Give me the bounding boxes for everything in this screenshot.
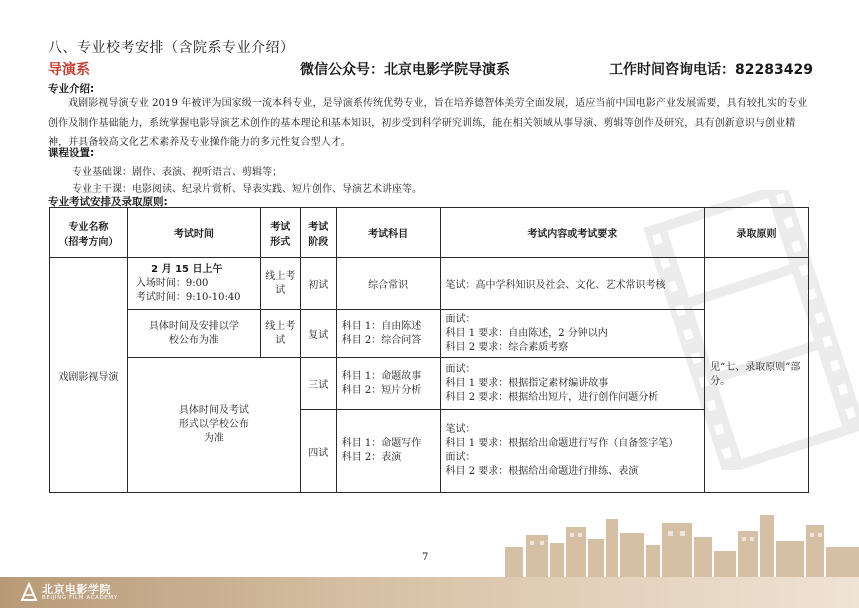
admission-cell: 见“七、录取原则”部分。 (705, 258, 809, 493)
intro-label: 专业介绍: (48, 83, 95, 95)
page-number: 7 (422, 552, 429, 563)
subject-cell: 科目 1：命题故事 科目 2：短片分析 (336, 358, 440, 410)
form-cell: 线上考试 (260, 258, 300, 310)
exam-date: 2 月 15 日上午 (151, 263, 223, 275)
stage-cell: 初试 (300, 258, 336, 310)
content-cell: 笔试：高中学科知识及社会、文化、艺术常识考核 (440, 258, 705, 310)
header-major: 专业名称 （招考方向） (50, 208, 128, 258)
skyline-decoration (400, 505, 859, 580)
subject-cell: 科目 1：自由陈述 科目 2：综合问答 (336, 310, 440, 358)
content-cell: 笔试： 科目 1 要求：根据给出命题进行写作（自备签字笔） 面试： 科目 2 要求：根据给出命题进行排练、表演 (440, 410, 705, 493)
form-cell: 线上考试 (260, 310, 300, 358)
wechat-account: 微信公众号：北京电影学院导演系 (300, 62, 510, 78)
academy-name-en: BEIJING FILM ACADEMY (42, 595, 118, 601)
header-subject: 考试科目 (336, 208, 440, 258)
academy-logo-icon (20, 582, 38, 602)
header-form: 考试 形式 (260, 208, 300, 258)
courses-label: 课程设置: (48, 147, 95, 159)
exam-schedule-table (49, 207, 809, 493)
major-cell: 戏剧影视导演 (50, 258, 128, 493)
stage-cell: 复试 (300, 310, 336, 358)
header-time: 考试时间 (127, 208, 260, 258)
content-cell: 面试： 科目 1 要求：自由陈述，2 分钟以内 科目 2 要求：综合素质考察 (440, 310, 705, 358)
stage-cell: 四试 (300, 410, 336, 493)
department-header (48, 59, 813, 79)
time-cell (127, 258, 260, 310)
subject-cell: 科目 1：命题写作 科目 2：表演 (336, 410, 440, 493)
stage-cell: 三试 (300, 358, 336, 410)
later-time-cell: 具体时间及考试形式以学校公布为准 (127, 358, 300, 493)
subject-cell: 综合常识 (336, 258, 440, 310)
header-content: 考试内容或考试要求 (440, 208, 705, 258)
content-cell: 面试： 科目 1 要求：根据指定素材编讲故事 科目 2 要求：根据给出短片，进行创作问题分析 (440, 358, 705, 410)
exam-time: 考试时间：9:10-10:40 (135, 291, 241, 303)
basic-courses: 专业基础课：剧作、表演、视听语言、剪辑等； (72, 167, 282, 178)
arrangement-label: 专业考试安排及录取原则: (48, 196, 168, 208)
footer-bar (0, 577, 859, 608)
core-courses: 专业主干课：电影阅读、纪录片赏析、导表实践、短片创作、导演艺术讲座等。 (72, 184, 422, 195)
consult-hotline: 工作时间咨询电话：82283429 (609, 62, 813, 78)
table-header-row (50, 208, 809, 258)
header-admission: 录取原则 (705, 208, 809, 258)
header-stage: 考试 阶段 (300, 208, 336, 258)
academy-name-cn: 北京电影学院 (42, 583, 111, 596)
table-row (50, 258, 809, 310)
intro-paragraph: 戏剧影视导演专业 2019 年被评为国家级一流本科专业，是导演系传统优势专业，旨在培养德智体美劳全面发展，适应当前中国电影产业发展需要，具有较扎实的专业创作及制作基础能力，系统掌握电影导演艺术创作的基本理论和基本知识，初步受到科学研究训练，能在相关领域从事导演、剪辑等创作及研究，具有创新意识与创业精神，并具备较高文化艺术素养及专业操作能力的多元性复合型人才。 (48, 98, 808, 148)
time-cell: 具体时间及安排以学校公布为准 (127, 310, 260, 358)
section-title: 八、专业校考安排（含院系专业介绍） (48, 40, 295, 56)
department-name: 导演系 (48, 62, 90, 78)
entry-time: 入场时间：9:00 (135, 277, 209, 289)
table-row (50, 358, 809, 410)
table-row (50, 310, 809, 358)
